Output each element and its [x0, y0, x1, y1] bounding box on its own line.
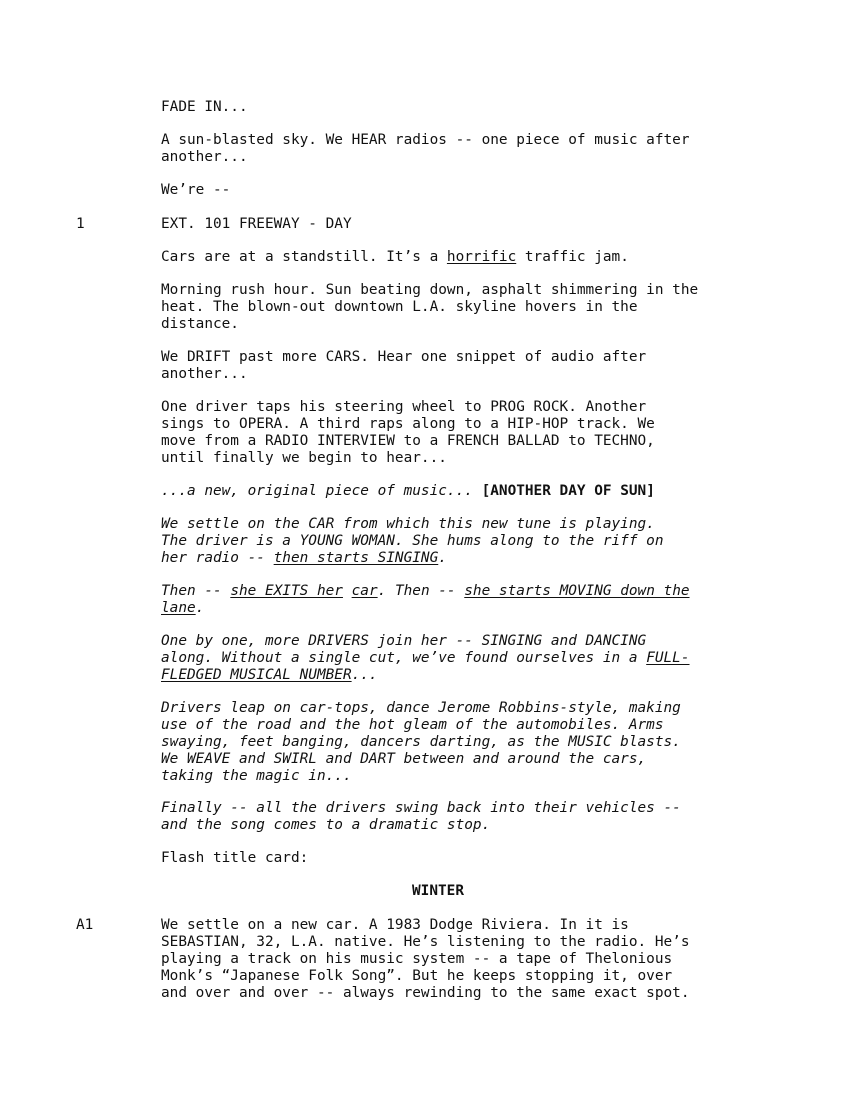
action-line: and the song comes to a dramatic stop.	[161, 817, 491, 833]
action-line: and over and over -- always rewinding to the same exact spot.	[161, 985, 690, 1001]
text: .	[195, 600, 205, 616]
text: Then --	[161, 583, 231, 599]
action-line: We settle on the CAR from which this new tune is playing.	[161, 516, 655, 532]
text: traffic jam.	[516, 249, 629, 265]
action-line	[161, 650, 690, 667]
action-line: sings to OPERA. A third raps along to a HIP-HOP track. We	[161, 416, 655, 432]
action-line: The driver is a YOUNG WOMAN. She hums along to the riff on	[161, 533, 664, 549]
underlined-text: she EXITS her	[230, 583, 343, 599]
underlined-text: car	[351, 583, 378, 599]
action-line	[161, 550, 447, 567]
action-line	[161, 483, 655, 500]
underlined-text: FULL-	[646, 650, 690, 666]
underlined-text: lane	[161, 600, 196, 616]
action-line: move from a RADIO INTERVIEW to a FRENCH BALLAD to TECHNO,	[161, 433, 655, 449]
action-line: taking the magic in...	[161, 768, 352, 784]
action-line: We WEAVE and SWIRL and DART between and around the cars,	[161, 751, 647, 767]
action-line: One by one, more DRIVERS join her -- SINGING and DANCING	[161, 633, 647, 649]
action-line	[161, 600, 204, 617]
underlined-text: horrific	[446, 249, 517, 265]
text: her radio --	[161, 550, 274, 566]
transition-fade-in: FADE IN...	[161, 99, 248, 115]
underlined-text: FLEDGED MUSICAL NUMBER	[161, 667, 352, 683]
action-line: another...	[161, 149, 248, 165]
action-line: A sun-blasted sky. We HEAR radios -- one piece of music after	[161, 132, 690, 148]
underlined-text: she starts MOVING down the	[464, 583, 690, 599]
underlined-text: then starts SINGING	[273, 550, 439, 566]
text: . Then --	[377, 583, 465, 599]
title-card: WINTER	[412, 883, 464, 899]
action-line: Monk’s “Japanese Folk Song”. But he keeps stopping it, over	[161, 968, 673, 984]
text: .	[438, 550, 447, 566]
scene-number: A1	[76, 917, 94, 933]
action-line: One driver taps his steering wheel to PROG ROCK. Another	[161, 399, 647, 415]
action-line: Drivers leap on car-tops, dance Jerome Robbins-style, making	[161, 700, 681, 716]
action-line: another...	[161, 366, 248, 382]
action-line: Flash title card:	[161, 850, 309, 866]
action-line: We settle on a new car. A 1983 Dodge Riviera. In it is	[161, 917, 629, 933]
action-line: use of the road and the hot gleam of the automobiles. Arms	[161, 717, 664, 733]
action-line	[161, 249, 629, 266]
action-line: We’re --	[161, 182, 231, 198]
action-line: until finally we begin to hear...	[161, 450, 447, 466]
action-line	[161, 583, 690, 600]
action-line: swaying, feet banging, dancers darting, as the MUSIC blasts.	[161, 734, 681, 750]
action-line: SEBASTIAN, 32, L.A. native. He’s listening to the radio. He’s	[161, 934, 690, 950]
action-line	[161, 667, 378, 684]
action-line: heat. The blown-out downtown L.A. skyline hovers in the	[161, 299, 638, 315]
text: ...	[351, 667, 378, 683]
text: Cars are at a standstill. It’s a	[161, 249, 447, 265]
action-line: Morning rush hour. Sun beating down, asphalt shimmering in the	[161, 282, 699, 298]
action-line: distance.	[161, 316, 239, 332]
scene-number: 1	[76, 216, 85, 232]
action-line: We DRIFT past more CARS. Hear one snippet of audio after	[161, 349, 647, 365]
song-title: [ANOTHER DAY OF SUN]	[481, 483, 655, 499]
text: along. Without a single cut, we’ve found ourselves in a	[161, 650, 647, 666]
scene-heading: EXT. 101 FREEWAY - DAY	[161, 216, 352, 232]
italic-text: ...a new, original piece of music...	[161, 483, 482, 499]
action-line: playing a track on his music system -- a tape of Thelonious	[161, 951, 673, 967]
text	[343, 583, 352, 599]
action-line: Finally -- all the drivers swing back into their vehicles --	[161, 800, 681, 816]
